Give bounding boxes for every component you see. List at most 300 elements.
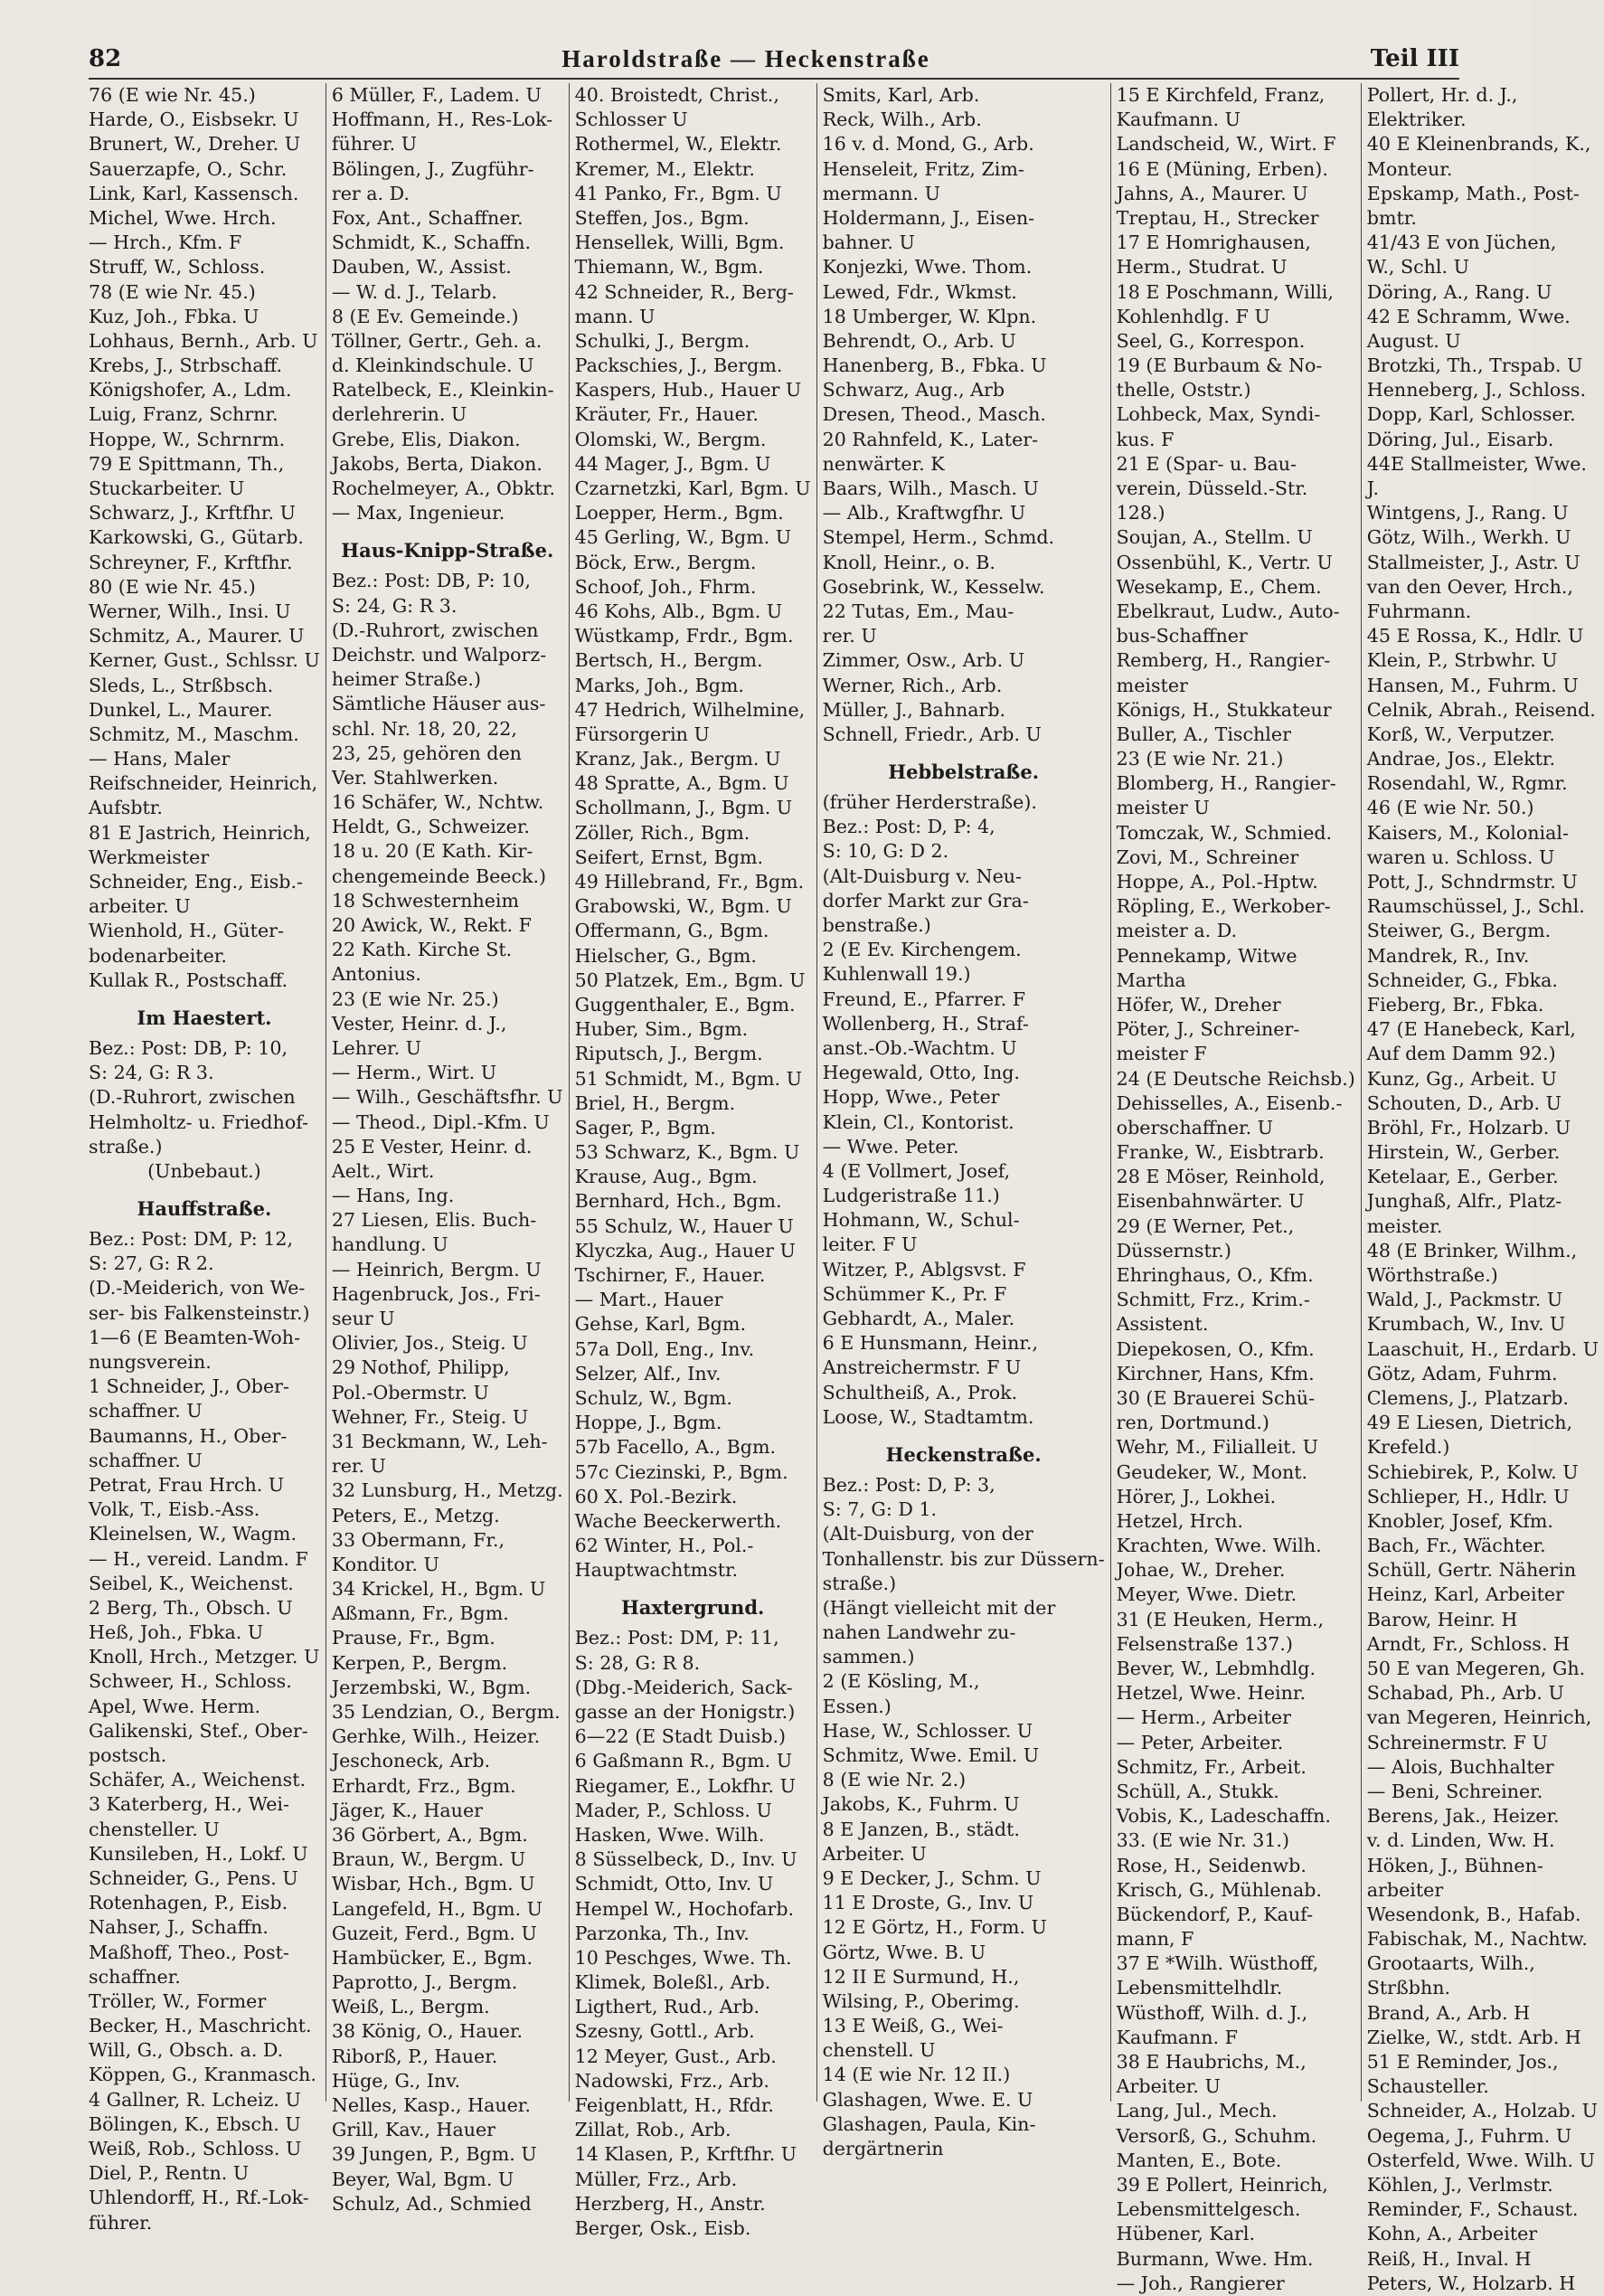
directory-entry: Kunz, Gg., Arbeit. U xyxy=(1366,1067,1557,1090)
street-heading: Im Haestert. xyxy=(137,1006,272,1029)
directory-entry: Knoll, Hrch., Metzger. U xyxy=(89,1646,320,1668)
directory-entry: Grabowski, W., Bgm. U xyxy=(574,895,792,918)
directory-entry: Galikenski, Stef., Ober- xyxy=(89,1719,308,1742)
directory-entry: Pollert, Hr. d. J., xyxy=(1366,84,1518,106)
directory-entry: Riborß, P., Hauer. xyxy=(331,2045,498,2067)
directory-entry: Weiß, Rob., Schloss. U xyxy=(89,2138,302,2159)
directory-entry: 8 (E Ev. Gemeinde.) xyxy=(331,305,519,327)
directory-entry: bus-Schaffner xyxy=(1116,625,1248,647)
directory-entry: meister U xyxy=(1116,797,1210,819)
directory-entry: S: 24, G: R 3. xyxy=(89,1062,214,1084)
directory-entry: Schüll, Gertr. Näherin xyxy=(1366,1559,1577,1582)
directory-entry: Anstreichermstr. F U xyxy=(822,1356,1022,1379)
directory-entry: Ratelbeck, E., Kleinkin- xyxy=(331,379,554,402)
directory-entry: Werkmeister xyxy=(89,846,210,868)
directory-entry: 28 E Möser, Reinhold, xyxy=(1116,1166,1326,1188)
directory-entry: 6 Gaßmann R., Bgm. U xyxy=(574,1750,793,1772)
street-heading: Haxtergrund. xyxy=(620,1596,765,1620)
directory-entry: Nelles, Kasp., Hauer. xyxy=(331,2094,531,2116)
directory-entry: Seibel, K., Weichenst. xyxy=(89,1572,294,1594)
directory-entry: Hansen, M., Fuhrm. U xyxy=(1366,674,1579,696)
directory-entry: 23, 25, gehören den xyxy=(331,742,522,764)
directory-entry: Kerner, Gust., Schlssr. U xyxy=(89,649,320,672)
directory-entry: 18 u. 20 (E Kath. Kir- xyxy=(331,840,533,863)
directory-entry: Andrae, Jos., Elektr. xyxy=(1366,748,1556,770)
directory-entry: Lebensmittelgesch. xyxy=(1116,2198,1301,2221)
directory-entry: Glashagen, Wwe. E. U xyxy=(822,2088,1033,2111)
directory-entry: Seel, G., Korrespon. xyxy=(1116,329,1306,352)
directory-entry: Czarnetzki, Karl, Bgm. U xyxy=(574,477,811,499)
directory-entry: Osterfeld, Wwe. Wilh. U xyxy=(1366,2149,1595,2171)
directory-entry: 57c Ciezinski, P., Bgm. xyxy=(574,1460,788,1483)
directory-entry: Hoppe, J., Bgm. xyxy=(574,1412,722,1434)
directory-entry: nahen Landwehr zu- xyxy=(822,1621,1016,1644)
directory-entry: Schollmann, J., Bgm. U xyxy=(574,797,793,819)
directory-entry: 12 Meyer, Gust., Arb. xyxy=(574,2045,777,2067)
directory-entry: Konjezki, Wwe. Thom. xyxy=(822,256,1033,279)
directory-entry: 62 Winter, H., Pol.- xyxy=(574,1535,754,1557)
directory-entry: — Alb., Kraftwgfhr. U xyxy=(822,502,1026,524)
directory-entry: Packschies, J., Bergm. xyxy=(574,354,783,377)
directory-entry: Bez.: Post: DM, P: 12, xyxy=(89,1228,293,1251)
directory-entry: Lohbeck, Max, Syndi- xyxy=(1116,403,1321,426)
directory-entry: Jakobs, Berta, Diakon. xyxy=(331,452,543,475)
directory-entry: Reiß, H., Inval. H xyxy=(1366,2247,1532,2270)
directory-entry: — H., vereid. Landm. F xyxy=(89,1547,308,1570)
directory-entry: Hase, W., Schlosser. U xyxy=(822,1719,1033,1742)
directory-entry: 22 Tutas, Em., Mau- xyxy=(822,600,1014,622)
street-heading: Hauffstraße. xyxy=(137,1197,272,1221)
directory-entry: Gerhke, Wilh., Heizer. xyxy=(331,1725,541,1748)
directory-entry: Aelt., Wirt. xyxy=(331,1159,435,1182)
directory-entry: Schneider, G., Fbka. xyxy=(1366,968,1558,991)
directory-entry: Deichstr. und Walporz- xyxy=(331,643,547,666)
directory-entry: 12 II E Surmund, H., xyxy=(822,1965,1020,1988)
directory-entry: Ketelaar, E., Gerber. xyxy=(1366,1166,1559,1188)
directory-entry: Wienhold, H., Güter- xyxy=(89,920,284,942)
directory-entry: Heinz, Karl, Arbeiter xyxy=(1366,1583,1564,1606)
directory-entry: Heß, Joh., Fbka. U xyxy=(89,1621,264,1644)
directory-entry: 42 E Schramm, Wwe. xyxy=(1366,305,1571,327)
directory-entry: 18 E Poschmann, Willi, xyxy=(1116,280,1334,303)
directory-entry: meister. xyxy=(1366,1214,1443,1237)
directory-entry: Becker, H., Maschricht. xyxy=(89,2015,312,2037)
directory-entry: Zimmer, Osw., Arb. U xyxy=(822,649,1025,672)
directory-entry: Kuhlenwall 19.) xyxy=(822,963,971,986)
directory-entry: Arbeiter. U xyxy=(1116,2075,1221,2098)
directory-entry: Hielscher, G., Bgm. xyxy=(574,944,757,967)
directory-entry: Schmitz, A., Maurer. U xyxy=(89,625,305,647)
directory-entry: 39 E Pollert, Heinrich, xyxy=(1116,2173,1328,2196)
directory-entry: Kunsileben, H., Lokf. U xyxy=(89,1842,308,1865)
directory-entry: Wörthstraße.) xyxy=(1366,1264,1498,1286)
directory-entry: Reifschneider, Heinrich, xyxy=(89,772,318,795)
directory-entry: v. d. Linden, Ww. H. xyxy=(1366,1829,1555,1852)
directory-entry: rer. U xyxy=(822,625,877,647)
directory-entry: anst.-Ob.-Wachtm. U xyxy=(822,1036,1017,1059)
directory-entry: 18 Schwesternheim xyxy=(331,889,520,912)
column-4 xyxy=(817,83,1111,2159)
directory-entry: Dopp, Karl, Schlosser. xyxy=(1366,403,1576,426)
directory-entry: Schümmer K., Pr. F xyxy=(822,1282,1007,1305)
directory-entry: Wollenberg, H., Straf- xyxy=(822,1012,1029,1035)
directory-entry: Schreinermstr. F U xyxy=(1366,1731,1548,1753)
directory-entry: Pöter, J., Schreiner- xyxy=(1116,1018,1300,1041)
directory-entry: Jeschoneck, Arb. xyxy=(331,1750,491,1772)
directory-entry: Kohlenhdlg. F U xyxy=(1116,305,1270,327)
directory-entry: Burmann, Wwe. Hm. xyxy=(1116,2247,1314,2270)
directory-entry: Herzberg, H., Anstr. xyxy=(574,2192,766,2215)
directory-entry: Wüsthoff, Wilh. d. J., xyxy=(1116,2001,1308,2024)
directory-entry: (D.-Meiderich, von We- xyxy=(89,1277,306,1299)
directory-entry: Döring, A., Rang. U xyxy=(1366,280,1552,303)
directory-entry: Kohn, A., Arbeiter xyxy=(1366,2223,1538,2245)
directory-entry: Arbeiter. U xyxy=(822,1842,927,1865)
directory-entry: Junghaß, Alfr., Platz- xyxy=(1366,1190,1562,1213)
directory-entry: Reck, Wilh., Arb. xyxy=(822,109,982,131)
directory-entry: Kaufmann. U xyxy=(1116,109,1241,131)
directory-entry: Mader, P., Schloss. U xyxy=(574,1799,772,1821)
directory-entry: Gehse, Karl, Bgm. xyxy=(574,1313,746,1336)
directory-entry: Laaschuit, H., Erdarb. U xyxy=(1366,1337,1599,1360)
directory-entry: Lebensmittelhdlr. xyxy=(1116,1977,1283,1999)
directory-entry: Henseleit, Fritz, Zim- xyxy=(822,157,1024,180)
directory-entry: Kuz, Joh., Fbka. U xyxy=(89,305,259,327)
directory-entry: Johae, W., Dreher. xyxy=(1116,1559,1286,1582)
directory-entry: Ebelkraut, Ludw., Auto- xyxy=(1116,600,1340,622)
directory-entry: oberschaffner. U xyxy=(1116,1116,1274,1139)
directory-entry: van den Oever, Hrch., xyxy=(1366,575,1573,598)
directory-entry: 128.) xyxy=(1116,502,1165,524)
directory-entry: derlehrerin. U xyxy=(331,403,467,426)
directory-entry: 2 (E Kösling, M., xyxy=(822,1670,980,1693)
directory-entry: Schreyner, F., Krftfhr. xyxy=(89,551,293,573)
directory-entry: — Peter, Arbeiter. xyxy=(1116,1731,1284,1753)
directory-entry: 79 E Spittmann, Th., xyxy=(89,452,285,475)
directory-entry: Jäger, K., Hauer xyxy=(331,1799,483,1821)
directory-entry: Wald, J., Packmstr. U xyxy=(1366,1289,1563,1311)
directory-entry: 40. Broistedt, Christ., xyxy=(574,84,779,106)
directory-entry: Pennekamp, Witwe xyxy=(1116,944,1297,967)
directory-entry: 4 (E Vollmert, Josef, xyxy=(822,1159,1011,1182)
directory-entry: Riegamer, E., Lokfhr. U xyxy=(574,1774,796,1797)
directory-entry: Wintgens, J., Rang. U xyxy=(1366,502,1569,524)
directory-entry: Kaspers, Hub., Hauer U xyxy=(574,379,802,402)
directory-entry: Bez.: Post: D, P: 4, xyxy=(822,816,995,838)
directory-entry: Königs, H., Stukkateur xyxy=(1116,698,1332,721)
directory-entry: Hauptwachtmstr. xyxy=(574,1559,739,1582)
directory-entry: Schmidt, Otto, Inv. U xyxy=(574,1873,774,1895)
directory-entry: Tomczak, W., Schmied. xyxy=(1116,821,1333,844)
directory-entry: mermann. U xyxy=(822,182,940,204)
directory-entry: 10 Peschges, Wwe. Th. xyxy=(574,1946,792,1969)
directory-entry: Hegewald, Otto, Ing. xyxy=(822,1062,1020,1084)
directory-entry: Schultheiß, A., Prok. xyxy=(822,1381,1018,1403)
directory-entry: Schausteller. xyxy=(1366,2075,1489,2098)
directory-entry: Wesendonk, B., Hafab. xyxy=(1366,1903,1581,1925)
directory-entry: Berens, Jak., Heizer. xyxy=(1366,1805,1560,1828)
directory-entry: 47 (E Hanebeck, Karl, xyxy=(1366,1018,1576,1041)
directory-entry: bahner. U xyxy=(822,231,915,254)
directory-entry: Bez.: Post: DB, P: 10, xyxy=(89,1036,288,1059)
directory-entry: Hetzel, Hrch. xyxy=(1116,1509,1243,1532)
directory-entry: mann, F xyxy=(1116,1928,1194,1951)
directory-entry: Düssernstr.) xyxy=(1116,1239,1231,1261)
directory-entry: Grill, Kav., Hauer xyxy=(331,2119,496,2141)
directory-entry: 18 Umberger, W. Klpn. xyxy=(822,305,1037,327)
directory-entry: 50 E van Megeren, Gh. xyxy=(1366,1658,1586,1679)
directory-entry: Schlosser U xyxy=(574,109,688,131)
directory-entry: Sleds, L., Strßbsch. xyxy=(89,674,274,696)
directory-entry: Dehisselles, A., Eisenb.- xyxy=(1116,1091,1343,1114)
directory-entry: Köhlen, J., Verlmstr. xyxy=(1366,2173,1553,2196)
directory-entry: Paprotto, J., Bergm. xyxy=(331,1971,518,1994)
directory-entry: — Wwe. Peter. xyxy=(822,1135,959,1157)
directory-entry: Wilsing, P., Oberimg. xyxy=(822,1989,1020,2012)
directory-entry: Glashagen, Paula, Kin- xyxy=(822,2112,1036,2135)
directory-entry: Müller, J., Bahnarb. xyxy=(822,698,1006,721)
directory-entry: postsch. xyxy=(89,1744,167,1766)
directory-entry: Freund, E., Pfarrer. F xyxy=(822,987,1026,1010)
directory-entry: — Herm., Arbeiter xyxy=(1116,1706,1291,1729)
directory-entry: S: 24, G: R 3. xyxy=(331,594,458,617)
directory-entry: Smits, Karl, Arb. xyxy=(822,84,980,106)
directory-entry: Manten, E., Bote. xyxy=(1116,2149,1282,2171)
directory-entry: Schneider, A., Holzab. U xyxy=(1366,2100,1598,2122)
directory-entry: — Max, Ingenieur. xyxy=(331,502,505,524)
directory-entry: 27 Liesen, Elis. Buch- xyxy=(331,1209,537,1232)
directory-entry: Ludgeristraße 11.) xyxy=(822,1185,1000,1207)
directory-entry: Schwarz, J., Krftfhr. U xyxy=(89,502,296,524)
directory-entry: Hirstein, W., Gerber. xyxy=(1366,1141,1561,1164)
directory-entry: Kleinelsen, W., Wagm. xyxy=(89,1523,297,1545)
directory-entry: Hensellek, Willi, Bgm. xyxy=(574,231,785,254)
directory-entry: Kräuter, Fr., Hauer. xyxy=(574,403,759,426)
directory-entry: Zielke, W., stdt. Arb. H xyxy=(1366,2026,1581,2048)
directory-entry: Bez.: Post: DB, P: 10, xyxy=(331,570,531,592)
directory-entry: 16 E (Müning, Erben). xyxy=(1116,157,1328,180)
directory-entry: Schneider, Eng., Eisb.- xyxy=(89,871,303,893)
directory-entry: Geudeker, W., Mont. xyxy=(1116,1460,1308,1483)
directory-entry: Apel, Wwe. Herm. xyxy=(89,1695,261,1717)
directory-entry: Aufsbtr. xyxy=(89,797,163,819)
directory-entry: Steiwer, G., Bergm. xyxy=(1366,920,1552,942)
directory-entry: Krachten, Wwe. Wilh. xyxy=(1116,1535,1322,1557)
directory-entry: 3 Katerberg, H., Wei- xyxy=(89,1793,289,1816)
directory-entry: Ligthert, Rud., Arb. xyxy=(574,1996,760,2018)
directory-entry: Kullak R., Postschaff. xyxy=(89,968,288,991)
directory-entry: 80 (E wie Nr. 45.) xyxy=(89,575,256,598)
directory-entry: chenstell. U xyxy=(822,2039,936,2062)
directory-entry: Seifert, Ernst, Bgm. xyxy=(574,846,764,868)
directory-entry: 6 E Hunsmann, Heinr., xyxy=(822,1332,1039,1355)
directory-note: (Unbebaut.) xyxy=(147,1159,261,1182)
directory-entry: Schulz, W., Bgm. xyxy=(574,1386,732,1409)
directory-entry: Brand, A., Arb. H xyxy=(1366,2001,1531,2024)
directory-entry: Rose, H., Seidenwb. xyxy=(1116,1854,1307,1876)
directory-entry: Rotenhagen, P., Eisb. xyxy=(89,1892,288,1914)
directory-entry: 51 Schmidt, M., Bgm. U xyxy=(574,1067,803,1090)
directory-entry: 45 Gerling, W., Bgm. U xyxy=(574,526,792,549)
directory-entry: Schlieper, H., Hdlr. U xyxy=(1366,1485,1570,1507)
directory-entry: — Hans, Ing. xyxy=(331,1185,455,1207)
directory-entry: Nadowski, Frz., Arb. xyxy=(574,2069,769,2092)
directory-entry: — Mart., Hauer xyxy=(574,1289,723,1311)
directory-entry: Sager, P., Bgm. xyxy=(574,1116,716,1139)
directory-entry: 42 Schneider, R., Berg- xyxy=(574,280,794,303)
directory-entry: Schäfer, A., Weichenst. xyxy=(89,1769,307,1791)
directory-entry: Oegema, J., Fuhrm. U xyxy=(1366,2124,1572,2147)
directory-entry: Tschirner, F., Hauer. xyxy=(574,1264,766,1286)
directory-entry: 46 Kohs, Alb., Bgm. U xyxy=(574,600,783,622)
directory-entry: 8 (E wie Nr. 2.) xyxy=(822,1769,967,1791)
directory-entry: 14 (E wie Nr. 12 II.) xyxy=(822,2064,1011,2086)
directory-entry: dorfer Markt zur Gra- xyxy=(822,889,1029,912)
directory-entry: ren, Dortmund.) xyxy=(1116,1412,1269,1434)
directory-entry: 1—6 (E Beamten-Woh- xyxy=(89,1326,301,1348)
directory-entry: 76 (E wie Nr. 45.) xyxy=(89,84,256,106)
directory-entry: (Alt-Duisburg, von der xyxy=(822,1523,1033,1545)
directory-entry: Werner, Rich., Arb. xyxy=(822,674,1003,696)
directory-entry: 41/43 E von Jüchen, xyxy=(1366,231,1557,254)
directory-entry: nenwärter. K xyxy=(822,452,945,475)
directory-entry: Braun, W., Bergm. U xyxy=(331,1848,526,1871)
directory-entry: Nahser, J., Schaffn. xyxy=(89,1916,269,1939)
directory-entry: Peters, W., Holzarb. H xyxy=(1366,2272,1576,2294)
directory-entry: 48 Spratte, A., Bgm. U xyxy=(574,772,789,795)
directory-entry: 2 (E Ev. Kirchengem. xyxy=(822,939,1022,961)
directory-entry: Döring, Jul., Eisarb. xyxy=(1366,428,1554,450)
directory-entry: führer. xyxy=(89,2211,153,2234)
directory-entry: Klyczka, Aug., Hauer U xyxy=(574,1239,796,1261)
directory-entry: schaffner. xyxy=(89,1965,181,1988)
directory-entry: Schiebirek, P., Kolw. U xyxy=(1366,1460,1579,1483)
directory-entry: 31 Beckmann, W., Leh- xyxy=(331,1430,548,1452)
directory-entry: Barow, Heinr. H xyxy=(1366,1608,1518,1630)
directory-entry: Buller, A., Tischler xyxy=(1116,723,1291,745)
directory-entry: Lang, Jul., Mech. xyxy=(1116,2100,1278,2122)
directory-entry: Schulki, J., Bergm. xyxy=(574,329,750,352)
directory-entry: — Hans, Maler xyxy=(89,748,231,770)
directory-entry: Kirchner, Hans, Kfm. xyxy=(1116,1362,1315,1384)
directory-entry: chensteller. U xyxy=(89,1818,220,1840)
directory-entry: Stuckarbeiter. U xyxy=(89,477,245,499)
directory-entry: 2 Berg, Th., Obsch. U xyxy=(89,1596,293,1619)
directory-entry: 32 Lunsburg, H., Metzg. xyxy=(331,1479,563,1502)
directory-entry: Schnell, Friedr., Arb. U xyxy=(822,723,1042,745)
directory-entry: Kremer, M., Elektr. xyxy=(574,157,755,180)
directory-entry: 9 E Decker, J., Schm. U xyxy=(822,1866,1042,1889)
directory-entry: Hanenberg, B., Fbka. U xyxy=(822,354,1047,377)
directory-entry: Grootaarts, Wilh., xyxy=(1366,1952,1535,1975)
directory-entry: Hempel W., Hochofarb. xyxy=(574,1897,795,1920)
directory-entry: Dunkel, L., Maurer. xyxy=(89,698,273,721)
directory-entry: Mandrek, R., Inv. xyxy=(1366,944,1530,967)
directory-entry: Celnik, Abrah., Reisend. xyxy=(1366,698,1596,721)
directory-entry: Thiemann, W., Bgm. xyxy=(574,256,764,279)
directory-entry: (Hängt vielleicht mit der xyxy=(822,1596,1056,1619)
directory-entry: Prause, Fr., Bgm. xyxy=(331,1627,495,1649)
directory-entry: 60 X. Pol.-Bezirk. xyxy=(574,1485,738,1507)
directory-entry: kus. F xyxy=(1116,428,1175,450)
directory-entry: (früher Herderstraße). xyxy=(822,791,1037,814)
directory-entry: nungsverein. xyxy=(89,1351,212,1373)
directory-entry: 38 E Haubrichs, M., xyxy=(1116,2051,1307,2073)
directory-entry: Schmitt, Frz., Krim.- xyxy=(1116,1289,1310,1311)
directory-entry: Ver. Stahlwerken. xyxy=(331,766,499,789)
directory-entry: Maßhoff, Theo., Post- xyxy=(89,1941,289,1963)
directory-entry: Hambücker, E., Bgm. xyxy=(331,1946,533,1969)
column-3 xyxy=(570,83,817,2239)
directory-entry: Raumschüssel, J., Schl. xyxy=(1366,895,1585,918)
directory-entry: waren u. Schloss. U xyxy=(1366,846,1555,868)
directory-entry: 13 E Weiß, G., Wei- xyxy=(822,2015,1004,2037)
directory-entry: Karkowski, G., Gütarb. xyxy=(89,526,304,549)
directory-entry: Höken, J., Bühnen- xyxy=(1366,1854,1543,1876)
directory-entry: Hagenbruck, Jos., Fri- xyxy=(331,1282,541,1305)
directory-entry: W., Schl. U xyxy=(1366,256,1469,279)
directory-entry: Kaisers, M., Kolonial- xyxy=(1366,821,1569,844)
directory-entry: Huber, Sim., Bgm. xyxy=(574,1018,749,1041)
directory-entry: 30 (E Brauerei Schü- xyxy=(1116,1386,1316,1409)
directory-entry: Tonhallenstr. bis zur Düssern- xyxy=(822,1547,1105,1570)
directory-entry: d. Kleinkindschule. U xyxy=(331,354,534,377)
directory-entry: 48 (E Brinker, Wilhm., xyxy=(1366,1239,1578,1261)
directory-entry: Höfer, W., Dreher xyxy=(1116,993,1281,1016)
directory-entry: leiter. F U xyxy=(822,1233,918,1256)
directory-entry: Köppen, G., Kranmasch. xyxy=(89,2064,316,2086)
directory-entry: 24 (E Deutsche Reichsb.) xyxy=(1116,1067,1355,1090)
directory-entry: 51 E Reminder, Jos., xyxy=(1366,2051,1559,2073)
directory-entry: Marks, Joh., Bgm. xyxy=(574,674,744,696)
directory-entry: Schouten, D., Arb. U xyxy=(1366,1091,1562,1114)
directory-entry: Kaufmann. F xyxy=(1116,2026,1238,2048)
directory-entry: Pol.-Obermstr. U xyxy=(331,1381,489,1403)
directory-entry: Töllner, Gertr., Geh. a. xyxy=(331,329,543,352)
directory-entry: Eisenbahnwärter. U xyxy=(1116,1190,1305,1213)
directory-entry: Strßbhn. xyxy=(1366,1977,1451,1999)
directory-entry: Krefeld.) xyxy=(1366,1436,1450,1459)
directory-entry: 40 E Kleinenbrands, K., xyxy=(1366,133,1591,156)
directory-entry: sammen.) xyxy=(822,1646,915,1668)
directory-entry: Tröller, W., Former xyxy=(89,1989,267,2012)
directory-entry: Wüstkamp, Frdr., Bgm. xyxy=(574,625,794,647)
directory-entry: Peters, E., Metzg. xyxy=(331,1504,500,1526)
directory-entry: 19 (E Burbaum & No- xyxy=(1116,354,1323,377)
directory-entry: Guzeit, Ferd., Bgm. U xyxy=(331,1922,537,1944)
directory-entry: — Joh., Rangierer xyxy=(1116,2272,1285,2294)
directory-entry: Bertsch, H., Bergm. xyxy=(574,649,763,672)
directory-entry: Volk, T., Eisb.-Ass. xyxy=(89,1498,260,1521)
directory-entry: rer. U xyxy=(331,1455,386,1478)
directory-entry: Fürsorgerin U xyxy=(574,723,710,745)
directory-entry: Krebs, J., Strbschaff. xyxy=(89,354,283,377)
directory-entry: Pott, J., Schndrmstr. U xyxy=(1366,871,1578,893)
directory-entry: Olivier, Jos., Steig. U xyxy=(331,1332,528,1355)
directory-entry: Schneider, G., Pens. U xyxy=(89,1866,298,1889)
directory-entry: Treptau, H., Strecker xyxy=(1116,206,1319,229)
directory-entry: Gosebrink, W., Kesselw. xyxy=(822,575,1045,598)
directory-entry: 35 Lendzian, O., Bergm. xyxy=(331,1701,561,1723)
directory-entry: Uhlendorff, H., Rf.-Lok- xyxy=(89,2187,309,2209)
directory-entry: — Herm., Wirt. U xyxy=(331,1062,497,1084)
street-heading: Hebbelstraße. xyxy=(888,761,1040,784)
directory-entry: meister F xyxy=(1116,1043,1207,1065)
directory-entry: 8 E Janzen, B., städt. xyxy=(822,1818,1020,1840)
directory-entry: Hasken, Wwe. Wilh. xyxy=(574,1823,765,1846)
directory-entry: Stempel, Herm., Schmd. xyxy=(822,526,1055,549)
directory-entry: Kerpen, P., Bergm. xyxy=(331,1651,508,1674)
